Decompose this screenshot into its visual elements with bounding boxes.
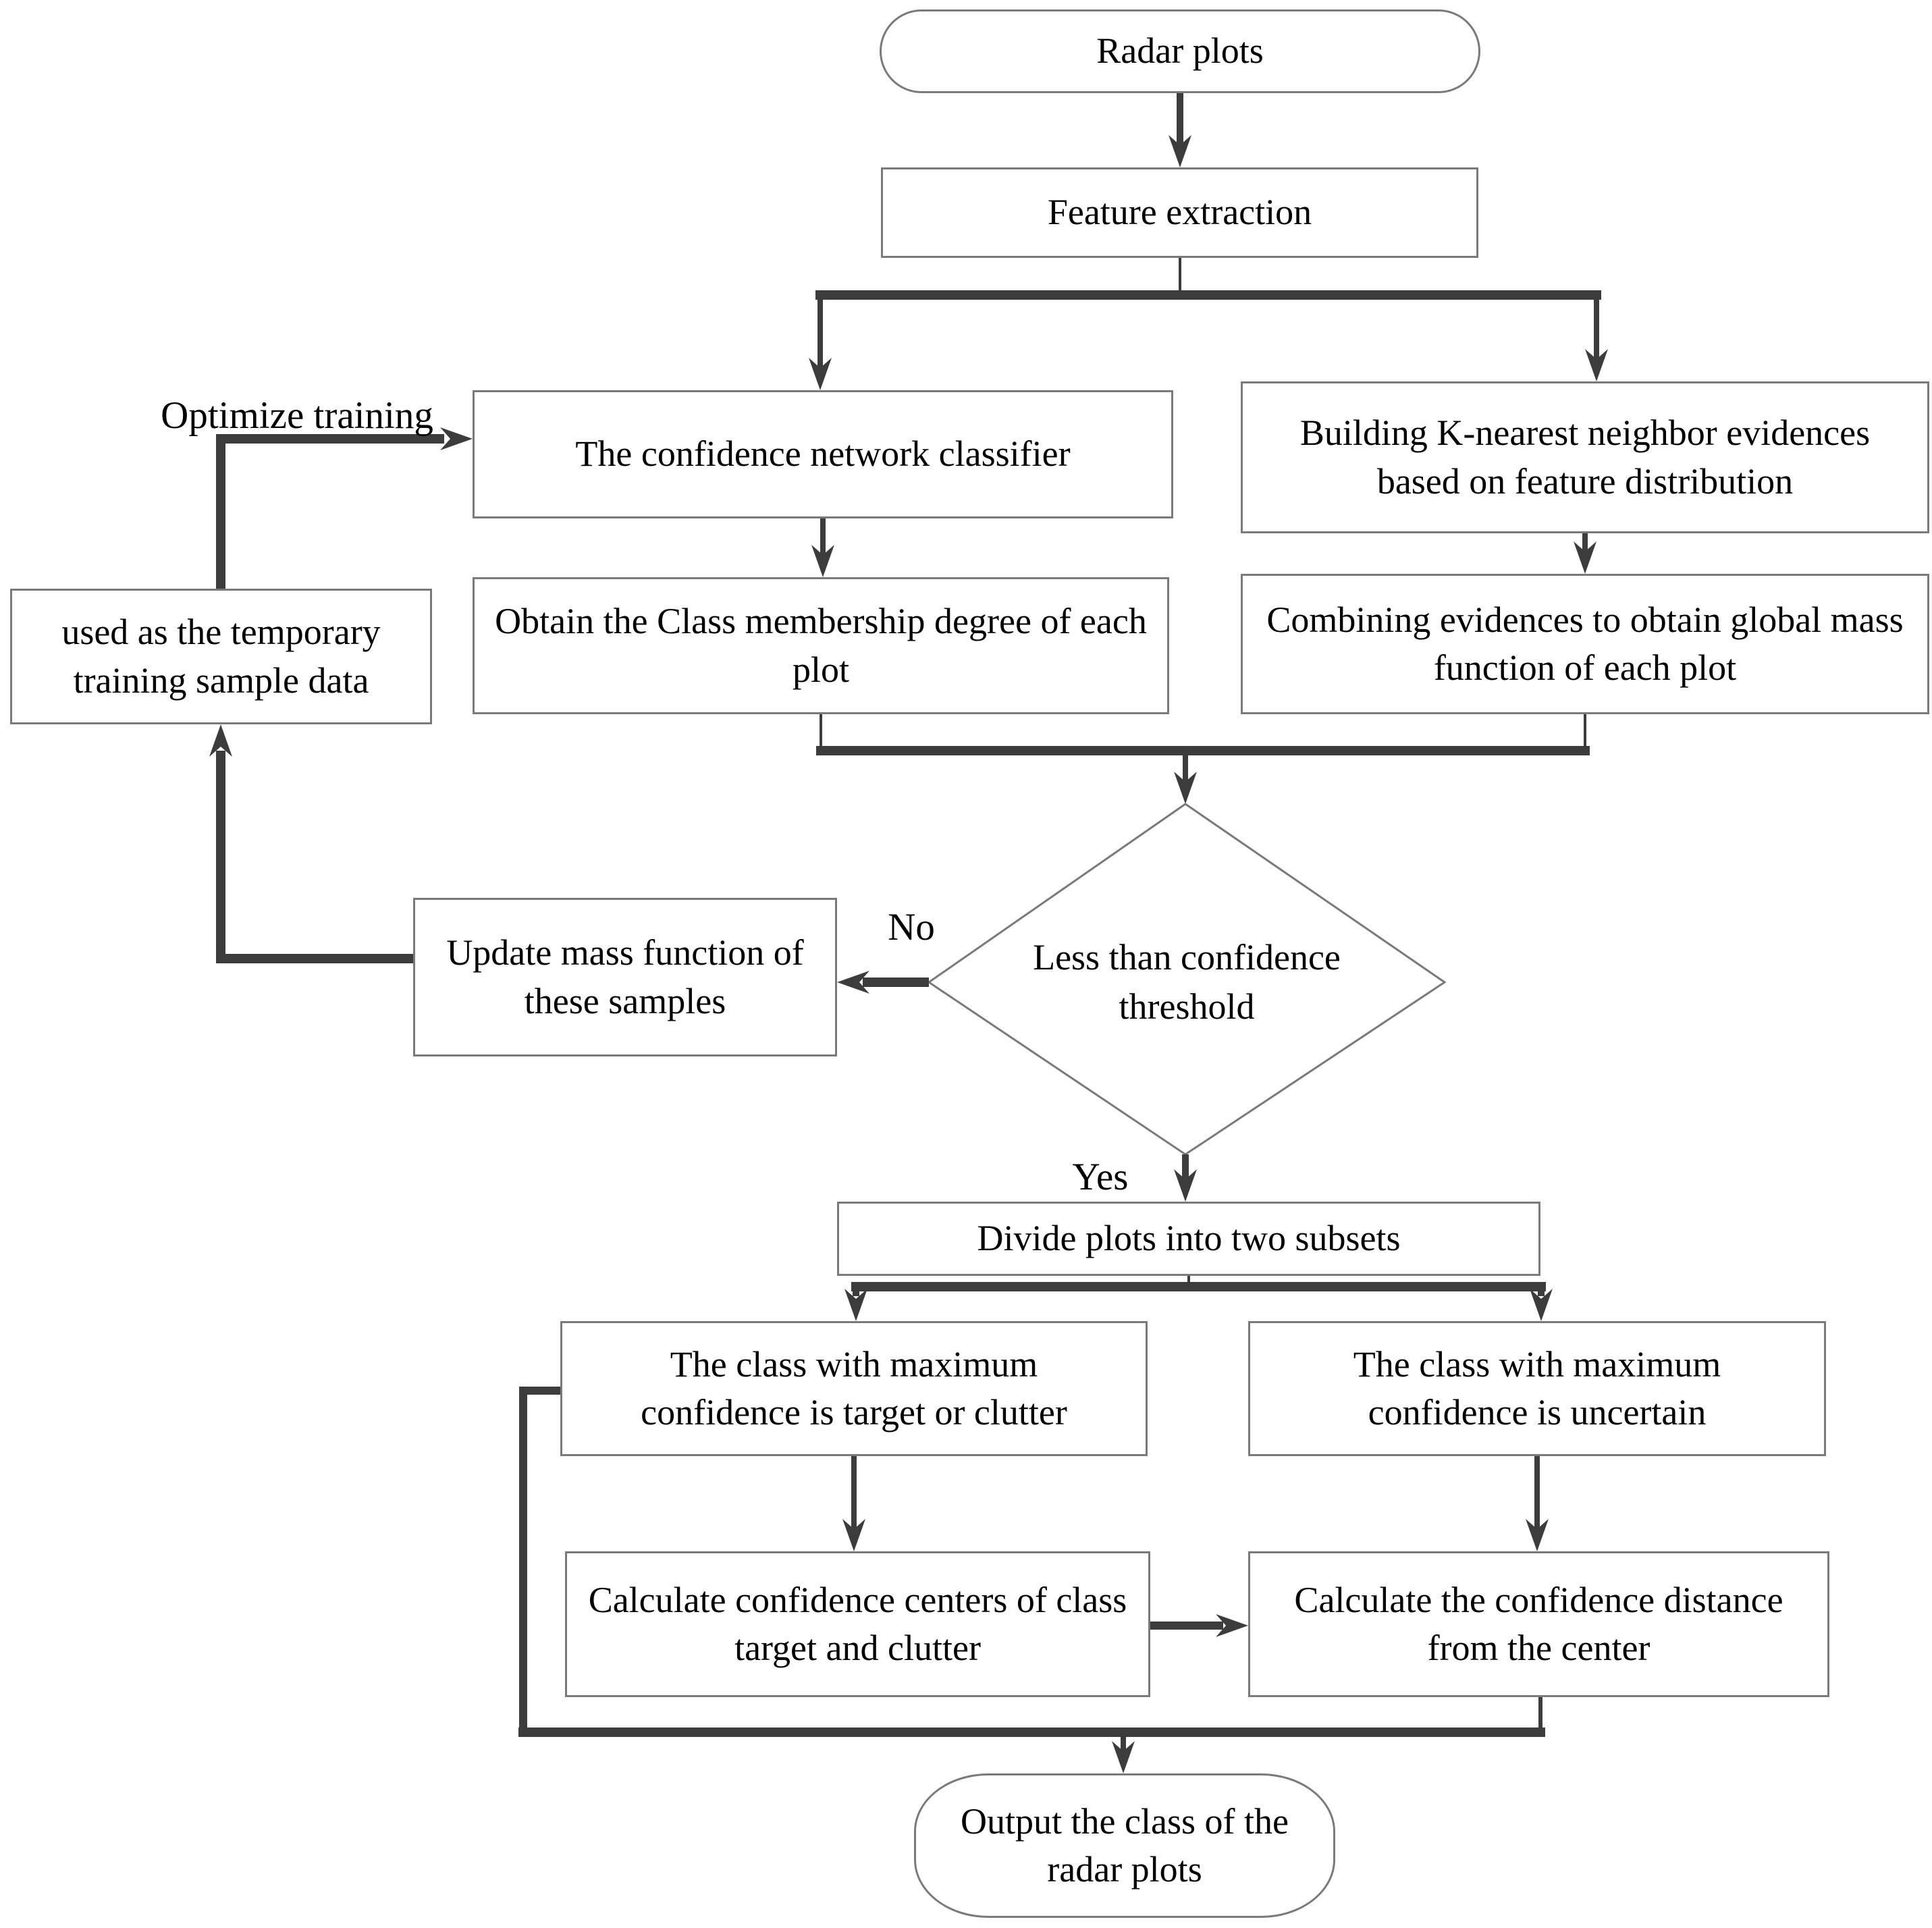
node-global-mass-function-label: Combining evidences to obtain global mass function of each plot — [1266, 599, 1904, 688]
edge-radar-to-feature — [1169, 93, 1191, 167]
node-class-membership-degree — [473, 577, 1169, 714]
node-output-class-label: Output the class of the radar plots — [961, 1800, 1289, 1890]
node-feature-extraction-label: Feature extraction — [1047, 192, 1312, 233]
node-divide-plots-label: Divide plots into two subsets — [977, 1218, 1401, 1259]
node-max-confidence-uncertain — [1248, 1321, 1826, 1456]
node-divide-plots — [837, 1202, 1540, 1276]
label-no-text: No — [888, 905, 935, 948]
node-temporary-training-data-label: used as the temporary training sample data — [61, 612, 381, 701]
edge-feature-split — [809, 258, 1608, 390]
label-no — [864, 902, 959, 953]
node-confidence-threshold-decision-label: Less than confidence threshold — [1033, 937, 1341, 1027]
node-max-confidence-uncertain-label: The class with maximum confidence is uncertain — [1353, 1343, 1721, 1432]
edge-divide-split — [844, 1276, 1553, 1321]
node-update-mass-function — [413, 898, 837, 1056]
node-output-class — [914, 1773, 1335, 1918]
label-optimize-training — [132, 392, 462, 440]
edge-update-to-temporary — [209, 724, 413, 959]
edge-centers-to-distance — [1150, 1614, 1248, 1637]
node-update-mass-function-label: Update mass function of these samples — [446, 932, 804, 1021]
node-feature-extraction — [881, 167, 1478, 258]
edge-merge-to-decision — [816, 714, 1590, 804]
node-knn-evidences — [1241, 381, 1929, 533]
edge-optimize-training — [221, 427, 473, 589]
edge-targetclutter-to-centers — [842, 1456, 865, 1551]
label-optimize-training-text: Optimize training — [161, 394, 433, 437]
node-knn-evidences-label: Building K-nearest neighbor evidences based on feature distribution — [1299, 412, 1871, 502]
edge-knn-to-globalmass — [1574, 533, 1596, 574]
node-confidence-network-classifier — [473, 390, 1173, 518]
edge-no-branch — [837, 971, 929, 994]
node-confidence-threshold-decision — [984, 914, 1389, 1050]
node-max-confidence-target-clutter — [560, 1321, 1148, 1456]
label-yes-text: Yes — [1072, 1155, 1129, 1198]
node-confidence-distance — [1248, 1551, 1829, 1697]
node-radar-plots-label: Radar plots — [1096, 30, 1264, 72]
node-global-mass-function — [1241, 574, 1929, 714]
node-confidence-centers-label: Calculate confidence centers of class target and clutter — [588, 1579, 1127, 1668]
node-temporary-training-data — [10, 589, 432, 724]
edge-classifier-to-membership — [811, 518, 834, 577]
node-max-confidence-target-clutter-label: The class with maximum confidence is target or clutter — [641, 1343, 1067, 1432]
node-confidence-distance-label: Calculate the confidence distance from the center — [1294, 1579, 1783, 1668]
edge-targetclutter-bypass — [523, 1391, 560, 1737]
node-confidence-network-classifier-label: The confidence network classifier — [575, 433, 1071, 475]
edge-merge-to-output — [518, 1732, 1545, 1773]
node-class-membership-degree-label: Obtain the Class membership degree of each plot — [495, 601, 1147, 690]
label-yes — [1040, 1150, 1161, 1204]
edge-uncertain-to-distance — [1526, 1456, 1549, 1551]
node-radar-plots — [880, 9, 1480, 93]
node-confidence-centers — [565, 1551, 1150, 1697]
edge-yes-branch — [1174, 1154, 1197, 1202]
